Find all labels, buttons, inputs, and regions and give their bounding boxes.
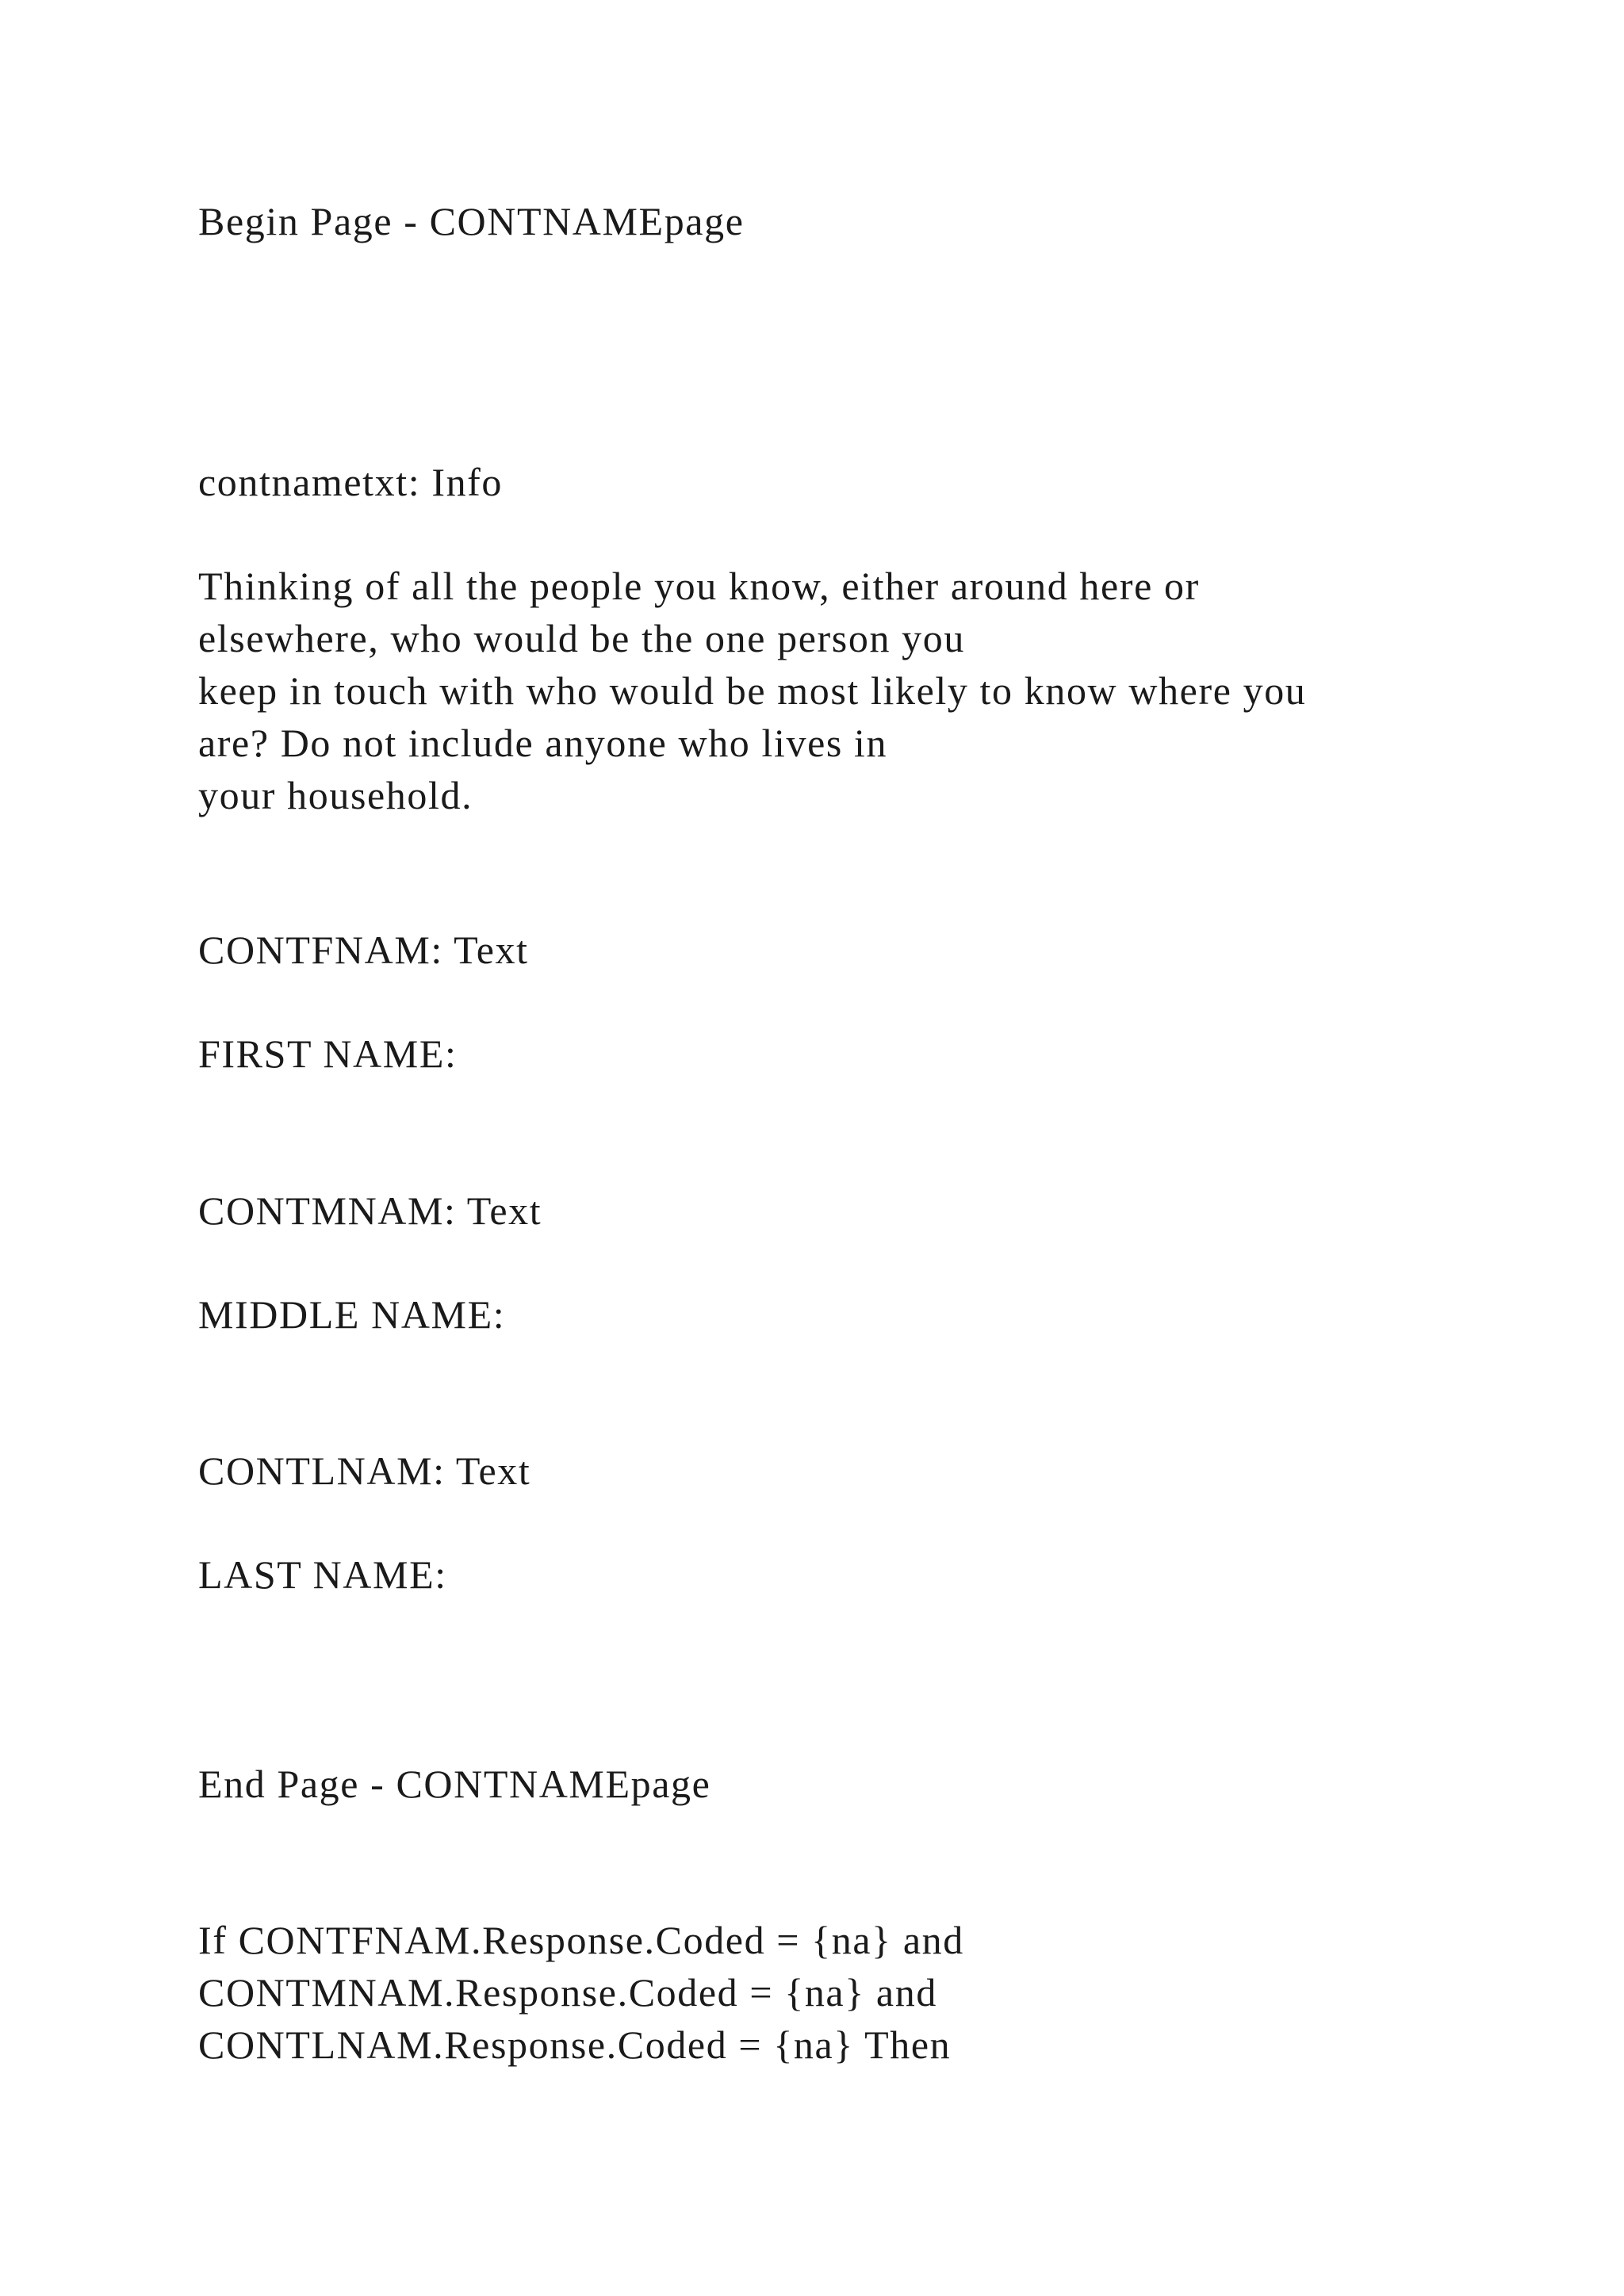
question-line: are? Do not include anyone who lives in <box>198 721 888 765</box>
condition-line: CONTMNAM.Response.Coded = {na} and <box>198 1970 937 2015</box>
middle-name-field-header: CONTMNAM: Text <box>198 1188 542 1233</box>
question-line: elsewhere, who would be the one person you <box>198 616 965 660</box>
last-name-field-header: CONTLNAM: Text <box>198 1448 531 1493</box>
condition-statement <box>198 1914 964 2071</box>
question-line: your household. <box>198 773 473 817</box>
begin-page-marker: Begin Page - CONTNAMEpage <box>198 199 745 243</box>
middle-name-label: MIDDLE NAME: <box>198 1292 506 1337</box>
first-name-field-header: CONTFNAM: Text <box>198 928 529 972</box>
condition-line: If CONTFNAM.Response.Coded = {na} and <box>198 1918 964 1962</box>
info-item-header: contnametxt: Info <box>198 460 504 504</box>
end-page-marker: End Page - CONTNAMEpage <box>198 1762 711 1806</box>
question-line: Thinking of all the people you know, either around here or <box>198 564 1200 608</box>
last-name-label: LAST NAME: <box>198 1552 447 1597</box>
question-text <box>198 560 1306 821</box>
condition-line: CONTLNAM.Response.Coded = {na} Then <box>198 2022 952 2067</box>
first-name-label: FIRST NAME: <box>198 1031 458 1076</box>
question-line: keep in touch with who would be most likely to know where you <box>198 668 1307 713</box>
